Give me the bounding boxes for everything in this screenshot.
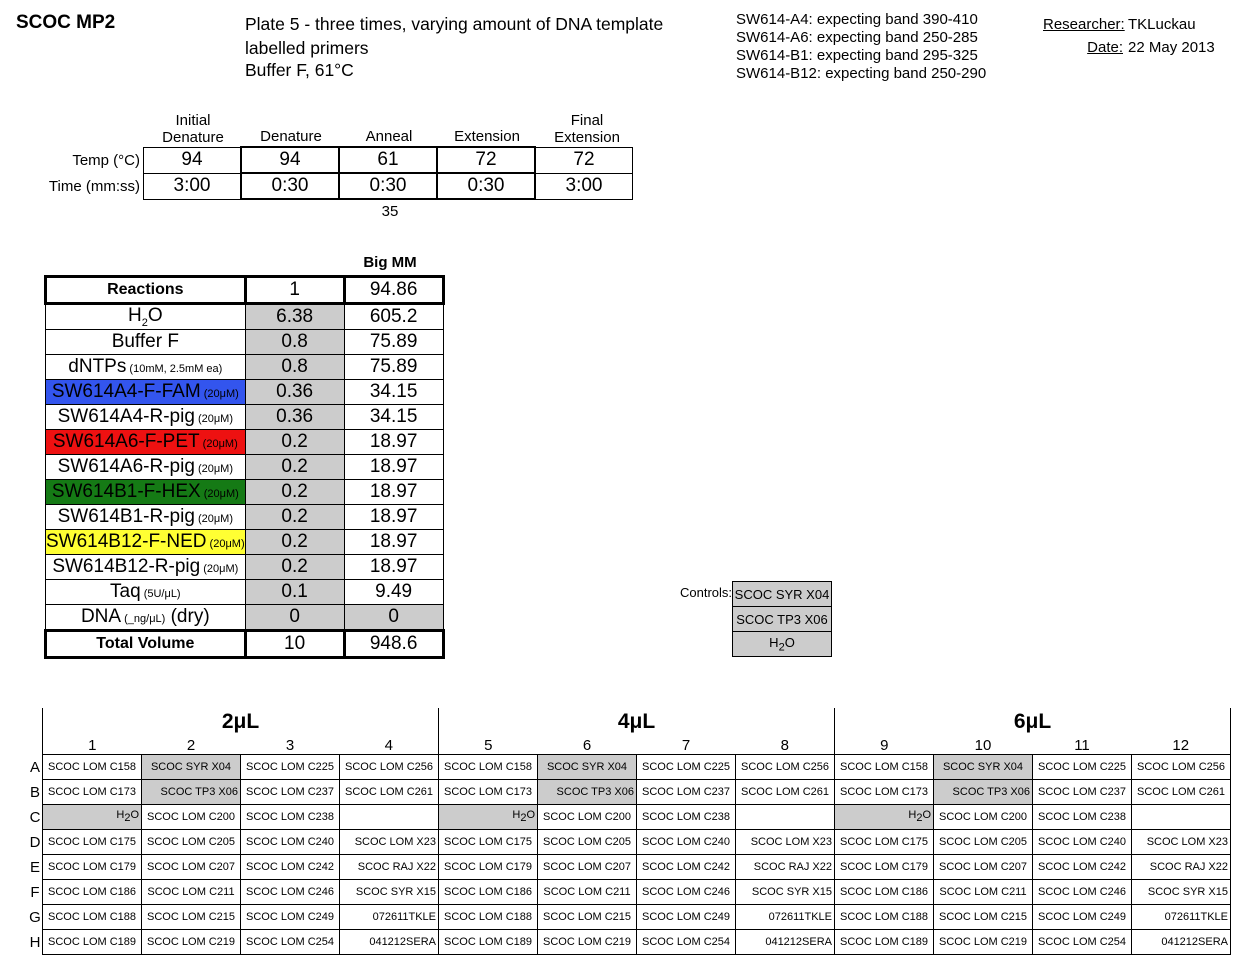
plate-column-number: 12 <box>1132 736 1231 755</box>
plate-well: SCOC LOM C254 <box>1033 930 1132 955</box>
plate-row-label: D <box>29 833 41 851</box>
plate-well: SCOC LOM C256 <box>340 755 439 780</box>
plate-well: SCOC LOM C179 <box>439 855 538 880</box>
mm-big-volume: 34.15 <box>344 405 443 430</box>
plate-well: SCOC LOM C200 <box>142 805 241 830</box>
plate-well: SCOC LOM C254 <box>241 930 340 955</box>
time-cell: 3:00 <box>144 173 242 199</box>
plate-well: SCOC LOM C207 <box>934 855 1033 880</box>
plate-well: 041212SERA <box>340 930 439 955</box>
control-cell: $H_2O$ <box>733 632 832 657</box>
plate-well: SCOC LOM C240 <box>241 830 340 855</box>
plate-column-number: 2 <box>186 736 196 754</box>
plate-well: SCOC LOM C240 <box>637 830 736 855</box>
plate-well: SCOC LOM C215 <box>142 905 241 930</box>
plate-well: SCOC LOM C205 <box>934 830 1033 855</box>
plate-well: SCOC LOM C211 <box>538 880 637 905</box>
plate-well: SCOC LOM C261 <box>1132 780 1231 805</box>
plate-column-number: 10 <box>974 736 992 754</box>
control-cell: SCOC TP3 X06 <box>733 607 832 632</box>
plate-well: SCOC LOM C211 <box>934 880 1033 905</box>
plate-group-label: 6μL <box>835 708 1231 736</box>
plate-row <box>28 905 1231 930</box>
time-cell: 3:00 <box>535 173 633 199</box>
plate-row-label: G <box>29 908 41 926</box>
plate-row <box>28 780 1231 805</box>
plate-well: SCOC LOM C238 <box>241 805 340 830</box>
researcher-value: TKLuckau <box>1128 16 1196 33</box>
mm-big-volume: 18.97 <box>344 530 443 555</box>
band-line: SW614-A4: expecting band 390-410 <box>736 11 978 28</box>
pcr-program-table <box>143 146 633 200</box>
mm-big-volume: 9.49 <box>344 580 443 605</box>
big-mm-header: Big MM <box>363 254 417 271</box>
plate-row <box>28 830 1231 855</box>
plate-well: SCOC LOM C188 <box>43 905 142 930</box>
plate-row-label: E <box>29 858 40 876</box>
control-cell: SCOC SYR X04 <box>733 582 832 607</box>
mm-row <box>46 405 444 430</box>
mm-big-volume: 605.2 <box>344 304 443 330</box>
temp-cell: 61 <box>339 147 437 173</box>
mm-reagent: Buffer F <box>46 330 246 355</box>
mm-reagent: Total Volume <box>46 631 246 658</box>
mm-row <box>46 277 444 304</box>
plate-well: 041212SERA <box>1132 930 1231 955</box>
mm-reagent: $H_2O$ <box>46 304 246 330</box>
mm-reagent: SW614A4-F-FAM (20μM) <box>46 380 246 405</box>
plate-well: SCOC LOM C175 <box>439 830 538 855</box>
mm-big-volume: 948.6 <box>344 631 443 658</box>
plate-well: SCOC SYR X04 <box>538 755 637 780</box>
mm-reagent: SW614A6-R-pig (20μM) <box>46 455 246 480</box>
mm-per-reaction: 10 <box>245 631 344 658</box>
plate-well: SCOC LOM C200 <box>934 805 1033 830</box>
mm-reagent: Reactions <box>46 277 246 304</box>
mm-per-reaction: 0.2 <box>245 530 344 555</box>
plate-well: SCOC TP3 X06 <box>142 780 241 805</box>
plate-well: $H_2O$ <box>835 805 934 830</box>
plate-well: SCOC TP3 X06 <box>538 780 637 805</box>
time-cell: 0:30 <box>437 173 535 199</box>
mm-row <box>46 455 444 480</box>
sheet-title: SCOC MP2 <box>16 12 116 33</box>
mm-row <box>46 430 444 455</box>
plate-well: SCOC LOM C242 <box>1033 855 1132 880</box>
plate-well: SCOC LOM C173 <box>835 780 934 805</box>
mm-row <box>46 304 444 330</box>
pcr-header-final-extension: Final Extension <box>554 112 620 146</box>
mm-row <box>46 380 444 405</box>
plate-well: SCOC LOM C207 <box>538 855 637 880</box>
plate-description <box>245 12 663 80</box>
mm-per-reaction: 0.36 <box>245 405 344 430</box>
time-cell: 0:30 <box>241 173 339 199</box>
plate-column-number: 6 <box>582 736 592 754</box>
plate-well: SCOC LOM C173 <box>43 780 142 805</box>
plate-row <box>28 880 1231 905</box>
plate-well: SCOC SYR X04 <box>934 755 1033 780</box>
plate-row <box>28 930 1231 955</box>
band-line: SW614-A6: expecting band 250-285 <box>736 29 978 46</box>
plate-well: SCOC LOM C158 <box>439 755 538 780</box>
mm-reagent: SW614B1-R-pig (20μM) <box>46 505 246 530</box>
plate-well: SCOC LOM C215 <box>538 905 637 930</box>
mm-per-reaction: 0.2 <box>245 480 344 505</box>
plate-well: SCOC LOM C254 <box>637 930 736 955</box>
plate-well: SCOC LOM C246 <box>637 880 736 905</box>
plate-well: 072611TKLE <box>736 905 835 930</box>
plate-well: SCOC LOM C238 <box>637 805 736 830</box>
mm-reagent: dNTPs (10mM, 2.5mM ea) <box>46 355 246 380</box>
plate-column-numbers <box>28 736 1231 755</box>
temp-cell: 72 <box>437 147 535 173</box>
plate-well: SCOC LOM X23 <box>1132 830 1231 855</box>
plate-well: SCOC LOM C186 <box>43 880 142 905</box>
plate-well: SCOC LOM C261 <box>736 780 835 805</box>
plate-well <box>1132 805 1231 830</box>
plate-well: SCOC LOM C205 <box>142 830 241 855</box>
plate-well: SCOC LOM C249 <box>1033 905 1132 930</box>
mm-big-volume: 94.86 <box>344 277 443 304</box>
plate-well: SCOC LOM C188 <box>835 905 934 930</box>
mm-reagent: SW614B12-F-NED (20μM) <box>46 530 246 555</box>
temp-row <box>144 147 633 173</box>
plate-row <box>28 755 1231 780</box>
pcr-header-anneal: Anneal <box>365 128 413 145</box>
master-mix-table <box>44 275 445 659</box>
plate-well: SCOC LOM C175 <box>835 830 934 855</box>
mm-per-reaction: 0.1 <box>245 580 344 605</box>
mm-per-reaction: 0.2 <box>245 555 344 580</box>
plate-column-number: 9 <box>835 736 934 755</box>
mm-big-volume: 18.97 <box>344 480 443 505</box>
mm-per-reaction: 0.2 <box>245 430 344 455</box>
plate-well: SCOC LOM C179 <box>43 855 142 880</box>
mm-row <box>46 330 444 355</box>
time-row-label: Time (mm:ss) <box>48 178 140 195</box>
plate-well: SCOC LOM C188 <box>439 905 538 930</box>
plate-well: SCOC LOM C242 <box>241 855 340 880</box>
date-label: Date: <box>1087 39 1123 56</box>
mm-per-reaction: 0.36 <box>245 380 344 405</box>
mm-big-volume: 18.97 <box>344 430 443 455</box>
plate-well: SCOC LOM C237 <box>241 780 340 805</box>
mm-row <box>46 530 444 555</box>
plate-well: SCOC LOM C256 <box>736 755 835 780</box>
plate-well: SCOC LOM C242 <box>637 855 736 880</box>
plate-column-number: 8 <box>780 736 789 754</box>
mm-per-reaction: 0.8 <box>245 330 344 355</box>
mm-big-volume: 0 <box>344 605 443 631</box>
expected-bands <box>736 11 986 83</box>
mm-big-volume: 18.97 <box>344 505 443 530</box>
desc-line-3: Buffer F, 61°C <box>245 60 354 80</box>
mm-row <box>46 505 444 530</box>
plate-well: SCOC LOM C207 <box>142 855 241 880</box>
plate-row-label: B <box>29 783 40 801</box>
plate-well: SCOC LOM C211 <box>142 880 241 905</box>
plate-well: SCOC LOM C240 <box>1033 830 1132 855</box>
temp-cell: 94 <box>144 147 242 173</box>
plate-well: SCOC LOM C225 <box>637 755 736 780</box>
plate-group-label: 2μL <box>43 708 439 736</box>
plate-well: SCOC LOM C189 <box>835 930 934 955</box>
controls-table <box>732 581 832 657</box>
mm-reagent: SW614B12-R-pig (20μM) <box>46 555 246 580</box>
plate-column-number: 4 <box>384 736 393 754</box>
plate-well: SCOC LOM C246 <box>241 880 340 905</box>
mm-per-reaction: 0 <box>245 605 344 631</box>
plate-well: 072611TKLE <box>340 905 439 930</box>
plate-well: SCOC LOM C189 <box>43 930 142 955</box>
plate-well <box>736 805 835 830</box>
plate-well: $H_2O$ <box>43 805 142 830</box>
mm-per-reaction: 6.38 <box>245 304 344 330</box>
mm-row <box>46 631 444 658</box>
plate-column-number: 5 <box>439 736 538 755</box>
plate-well: SCOC RAJ X22 <box>340 855 439 880</box>
plate-well: SCOC SYR X04 <box>142 755 241 780</box>
desc-line-1: Plate 5 - three times, varying amount of DNA template <box>245 14 664 34</box>
plate-well: SCOC SYR X15 <box>340 880 439 905</box>
plate-well: SCOC LOM C225 <box>1033 755 1132 780</box>
plate-well: SCOC LOM C246 <box>1033 880 1132 905</box>
temp-cell: 72 <box>535 147 633 173</box>
plate-well: SCOC LOM C237 <box>637 780 736 805</box>
mm-per-reaction: 0.8 <box>245 355 344 380</box>
plate-well: SCOC SYR X15 <box>736 880 835 905</box>
plate-well: SCOC LOM C219 <box>538 930 637 955</box>
plate-well: SCOC LOM C249 <box>241 905 340 930</box>
mm-per-reaction: 0.2 <box>245 505 344 530</box>
plate-row-label: C <box>29 808 41 826</box>
plate-row-label: F <box>30 883 40 901</box>
plate-well: SCOC LOM C186 <box>835 880 934 905</box>
pcr-header-denature: Denature <box>260 128 322 145</box>
mm-reagent: SW614A6-F-PET (20μM) <box>46 430 246 455</box>
plate-well: $H_2O$ <box>439 805 538 830</box>
plate-well: SCOC LOM C175 <box>43 830 142 855</box>
mm-row <box>46 580 444 605</box>
plate-column-number: 11 <box>1074 736 1090 754</box>
plate-well: SCOC SYR X15 <box>1132 880 1231 905</box>
plate-well: SCOC LOM C158 <box>835 755 934 780</box>
band-line: SW614-B12: expecting band 250-290 <box>736 65 987 82</box>
time-cell: 0:30 <box>339 173 437 199</box>
plate-well: SCOC LOM C237 <box>1033 780 1132 805</box>
plate-row <box>28 805 1231 830</box>
plate-well <box>340 805 439 830</box>
plate-well: SCOC RAJ X22 <box>736 855 835 880</box>
mm-per-reaction: 1 <box>245 277 344 304</box>
plate-column-number: 1 <box>43 736 142 755</box>
researcher-label: Researcher: <box>1043 16 1125 33</box>
plate-row-label: H <box>29 933 41 951</box>
pcr-header-extension: Extension <box>454 128 520 145</box>
time-row <box>144 173 633 199</box>
mm-big-volume: 75.89 <box>344 330 443 355</box>
plate-well: SCOC LOM X23 <box>340 830 439 855</box>
cycle-count: 35 <box>381 203 399 220</box>
plate-group-row <box>28 708 1231 736</box>
temp-cell: 94 <box>241 147 339 173</box>
plate-well: SCOC LOM C158 <box>43 755 142 780</box>
mm-row <box>46 355 444 380</box>
mm-reagent: SW614B1-F-HEX (20μM) <box>46 480 246 505</box>
plate-well: 041212SERA <box>736 930 835 955</box>
mm-big-volume: 18.97 <box>344 455 443 480</box>
plate-well: SCOC RAJ X22 <box>1132 855 1231 880</box>
mm-reagent: Taq (5U/μL) <box>46 580 246 605</box>
temp-row-label: Temp (°C) <box>72 152 140 169</box>
plate-well: SCOC LOM C179 <box>835 855 934 880</box>
plate-well: SCOC LOM C189 <box>439 930 538 955</box>
plate-well: SCOC LOM C261 <box>340 780 439 805</box>
plate-row <box>28 855 1231 880</box>
plate-well: SCOC LOM X23 <box>736 830 835 855</box>
plate-well: SCOC LOM C249 <box>637 905 736 930</box>
pcr-header-initial-denature: Initial Denature <box>162 112 224 146</box>
plate-well: SCOC LOM C200 <box>538 805 637 830</box>
plate-group-label: 4μL <box>439 708 835 736</box>
plate-well: SCOC LOM C256 <box>1132 755 1231 780</box>
plate-column-number: 3 <box>285 736 295 754</box>
controls-label: Controls: <box>680 585 733 600</box>
plate-well: SCOC LOM C219 <box>142 930 241 955</box>
mm-reagent: DNA (_ng/μL) (dry) <box>46 605 246 631</box>
plate-row-label: A <box>29 758 40 776</box>
plate-column-number: 7 <box>681 736 691 754</box>
plate-layout-table <box>28 708 1231 955</box>
band-line: SW614-B1: expecting band 295-325 <box>736 47 978 64</box>
plate-well: SCOC LOM C225 <box>241 755 340 780</box>
plate-well: SCOC LOM C215 <box>934 905 1033 930</box>
mm-row <box>46 605 444 631</box>
mm-row <box>46 555 444 580</box>
plate-well: SCOC LOM C219 <box>934 930 1033 955</box>
plate-well: SCOC TP3 X06 <box>934 780 1033 805</box>
mm-per-reaction: 0.2 <box>245 455 344 480</box>
desc-line-2: labelled primers <box>245 38 369 58</box>
plate-well: SCOC LOM C186 <box>439 880 538 905</box>
mm-big-volume: 18.97 <box>344 555 443 580</box>
mm-reagent: SW614A4-R-pig (20μM) <box>46 405 246 430</box>
date-value: 22 May 2013 <box>1128 39 1215 56</box>
mm-big-volume: 75.89 <box>344 355 443 380</box>
plate-well: SCOC LOM C238 <box>1033 805 1132 830</box>
plate-well: 072611TKLE <box>1132 905 1231 930</box>
mm-row <box>46 480 444 505</box>
mm-big-volume: 34.15 <box>344 380 443 405</box>
plate-well: SCOC LOM C205 <box>538 830 637 855</box>
plate-well: SCOC LOM C173 <box>439 780 538 805</box>
